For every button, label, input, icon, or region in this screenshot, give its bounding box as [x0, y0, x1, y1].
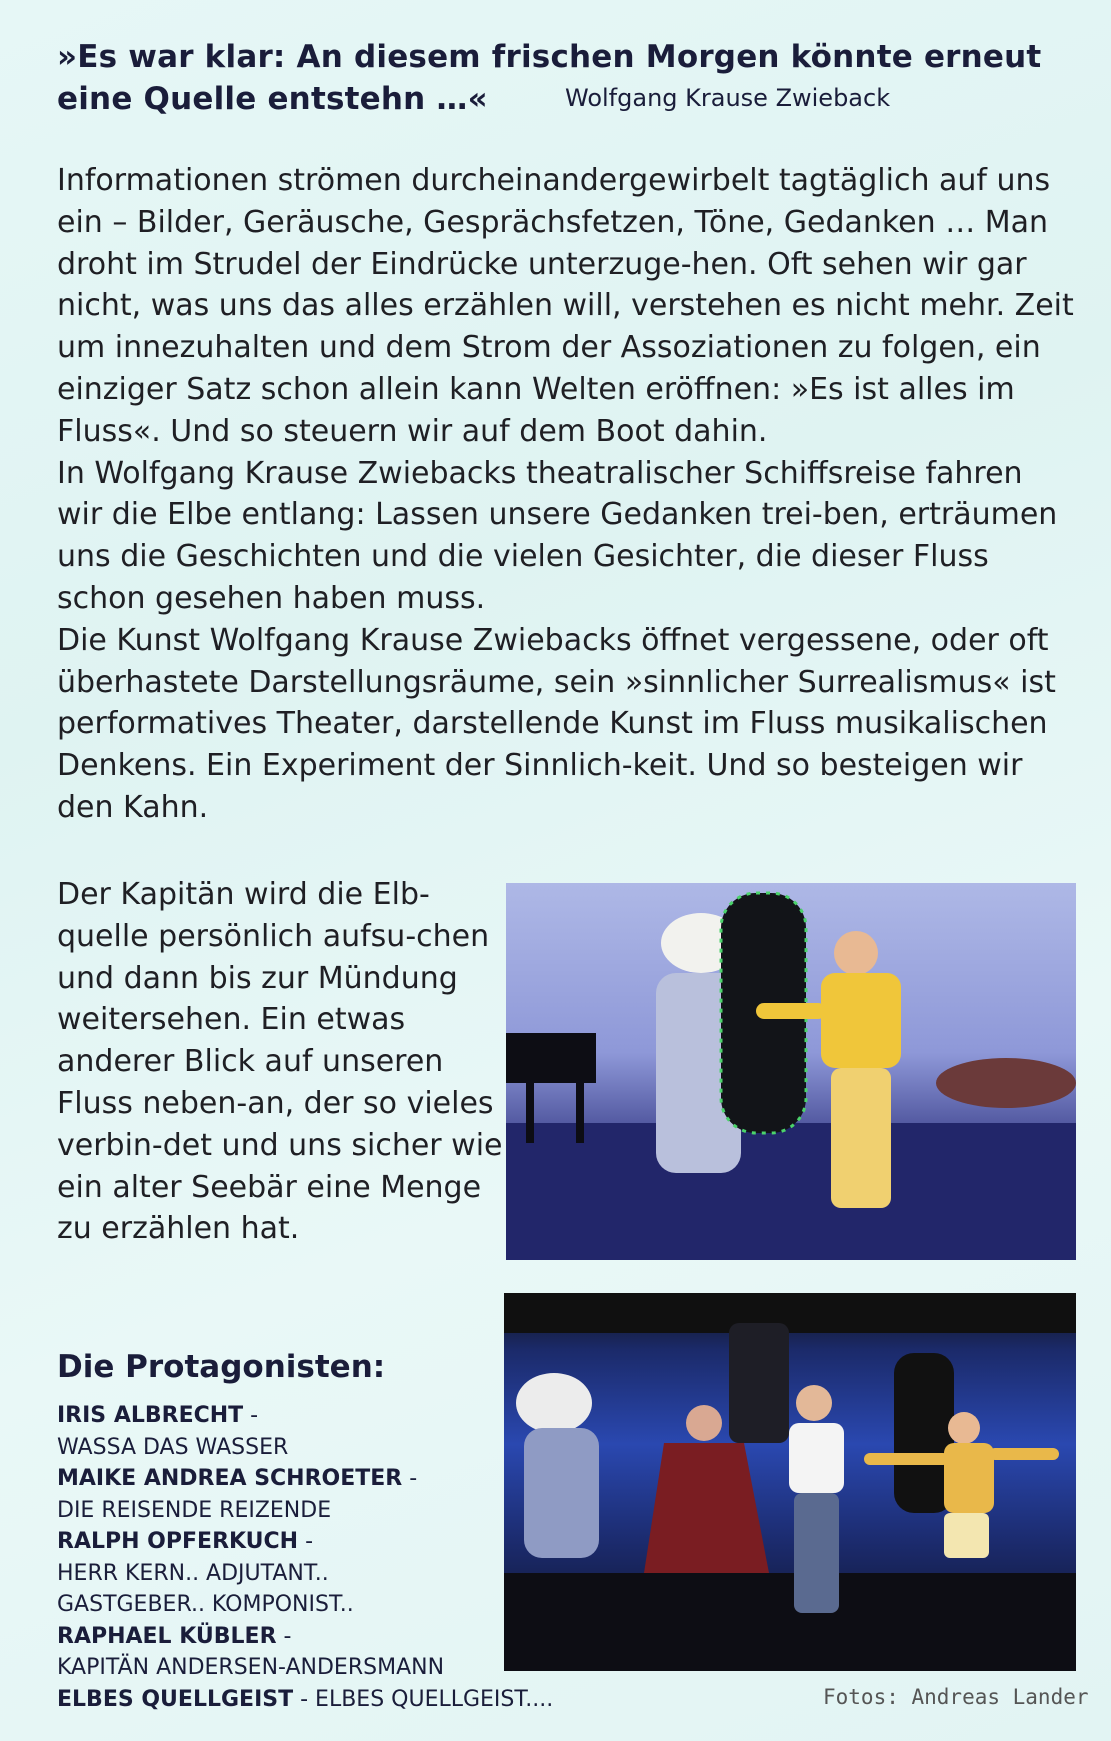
cast-role: DIE REISENDE REIZENDE	[57, 1497, 332, 1523]
quote-heading: »Es war klar: An diesem frischen Morgen könnte erneut eine Quelle entstehn …«	[57, 39, 1042, 117]
body-paragraph: Informationen strömen durcheinandergewirbelt tagtäglich auf uns ein – Bilder, Geräusche, Gesprächsfetzen, Töne, Gedanken … Man droht im Strudel der Eindrücke unterzuge-hen. Oft sehen wir gar nicht, was uns das alles erzählen will, verstehen es nicht mehr. Zeit um innezuhalten und dem Strom der Assoziationen zu folgen, ein einziger Satz schon allein kann Welten eröffnen: »Es ist alles im Fluss«. Und so steuern wir auf dem Boot dahin.	[57, 163, 1074, 449]
cast-entry: ELBES QUELLGEIST - ELBES QUELLGEIST....	[57, 1686, 554, 1712]
cast-role: WASSA DAS WASSER	[57, 1434, 289, 1460]
cast-entry: MAIKE ANDREA SCHROETER -	[57, 1466, 418, 1491]
stage-photo-2-illustration	[504, 1293, 1076, 1671]
stage-photo-2	[504, 1293, 1076, 1671]
photo-credit: Fotos: Andreas Lander	[823, 1685, 1089, 1709]
cast-name: ELBES QUELLGEIST	[57, 1686, 294, 1712]
cast-entry: RAPHAEL KÜBLER -	[57, 1623, 292, 1649]
body-paragraph: Die Kunst Wolfgang Krause Zwiebacks öffnet vergessene, oder oft überhastete Darstellungsräume, sein »sinnlicher Surrealismus« ist performatives Theater, darstellende Kunst im Fluss musikalischen Denkens. Ein Experiment der Sinnlich-keit. Und so besteigen wir den Kahn.	[57, 622, 1056, 825]
body-paragraph: In Wolfgang Krause Zwiebacks theatralischer Schiffsreise fahren wir die Elbe entlang: Lassen unsere Gedanken trei-ben, erträumen uns die Geschichten und die vielen Gesichter, die dieser Fluss schon gesehen haben muss.	[57, 455, 1058, 616]
quote-author: Wolfgang Krause Zwieback	[565, 84, 891, 112]
cast-role: HERR KERN.. ADJUTANT.. GASTGEBER.. KOMPONIST..	[57, 1560, 354, 1617]
cast-list	[57, 1400, 554, 1715]
stage-photo-1	[506, 883, 1076, 1260]
cast-name: RAPHAEL KÜBLER	[57, 1623, 277, 1649]
side-text: Der Kapitän wird die Elb-quelle persönlich aufsu-chen und dann bis zur Mündung weitersehen. Ein etwas anderer Blick auf unseren Fluss neben-an, der so vieles verbin-det und uns sicher wie ein alter Seebär eine Menge zu erzählen hat.	[57, 877, 503, 1247]
cast-name: MAIKE ANDREA SCHROETER	[57, 1466, 403, 1491]
cast-entry: RALPH OPFERKUCH -	[57, 1529, 314, 1554]
cast-name: IRIS ALBRECHT	[57, 1403, 244, 1428]
cast-role: KAPITÄN ANDERSEN-ANDERSMANN	[57, 1655, 445, 1680]
body-text	[57, 160, 1077, 829]
cast-name: RALPH OPFERKUCH	[57, 1529, 299, 1554]
stage-photo-1-illustration	[506, 883, 1076, 1260]
cast-entry: IRIS ALBRECHT -	[57, 1403, 259, 1428]
protagonists-heading: Die Protagonisten:	[57, 1349, 386, 1385]
cast-role: ELBES QUELLGEIST....	[315, 1686, 554, 1712]
header	[57, 36, 1067, 120]
